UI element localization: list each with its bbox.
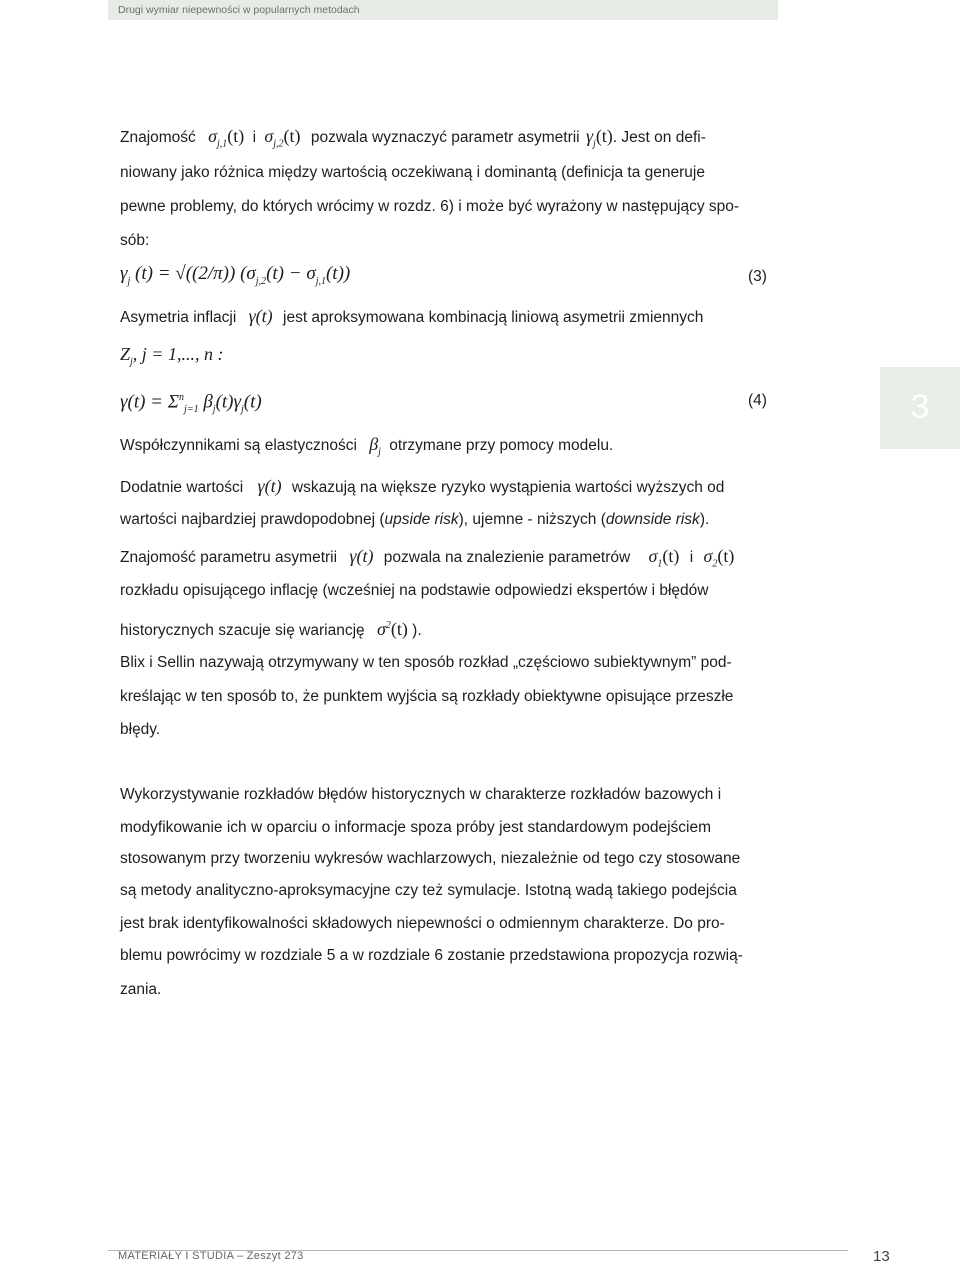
paragraph-line: jest brak identyfikowalności składowych niepewności o odmiennym charakterze. Do pro- bbox=[120, 915, 725, 932]
paragraph-line: sób: bbox=[120, 232, 150, 249]
paragraph-line: Asymetria inflacji γ(t) jest aproksymowana kombinacją liniową asymetrii zmiennych bbox=[120, 306, 704, 326]
running-header bbox=[108, 0, 778, 20]
paragraph-line: Blix i Sellin nazywają otrzymywany w ten sposób rozkład „częściowo subiektywnym” pod- bbox=[120, 654, 732, 671]
paragraph-line: wartości najbardziej prawdopodobnej (upside risk), ujemne - niższych (downside risk). bbox=[120, 511, 710, 528]
paragraph-line: rozkładu opisującego inflację (wcześniej na podstawie odpowiedzi ekspertów i błędów bbox=[120, 582, 709, 599]
paragraph-line: błędy. bbox=[120, 721, 161, 738]
equation-4: $\gamma(t) = \Sigma^n_{j=1}$ $\beta_j(t)\gamma_j(t)$ bbox=[120, 391, 262, 416]
paragraph-line: blemu powrócimy w rozdziale 5 a w rozdziale 6 zostanie przedstawiona propozycja rozwią- bbox=[120, 947, 743, 964]
running-title: Drugi wymiar niepewności w popularnych metodach bbox=[118, 4, 360, 16]
paragraph-line: pewne problemy, do których wrócimy w rozdz. 6) i może być wyrażony w następujący spo- bbox=[120, 198, 740, 215]
equation-number: (3) bbox=[748, 268, 767, 285]
chapter-tab bbox=[880, 367, 960, 449]
paragraph-line: niowany jako różnica między wartością oczekiwaną i dominantą (definicja ta generuje bbox=[120, 164, 705, 181]
page-number: 13 bbox=[873, 1248, 890, 1265]
paragraph-line: Wykorzystywanie rozkładów błędów historycznych w charakterze rozkładów bazowych i bbox=[120, 786, 722, 803]
paragraph-line: Znajomość $\sigma_{j,1}(t)$ i $\sigma_{j,2}(t)$ pozwala wyznaczyć parametr asymetrii $\gamma_j(t)$. Jest on defi- bbox=[120, 126, 706, 150]
paragraph-line: kreślając w ten sposób to, że punktem wyjścia są rozkłady obiektywne opisujące przeszłe bbox=[120, 688, 734, 705]
paragraph-line: są metody analityczno-aproksymacyjne czy też symulacje. Istotną wadą takiego podejścia bbox=[120, 882, 737, 899]
equation-3: $\gamma_j$ (t) = √((2/π)) $(\sigma_{j,2}(t) - \sigma_{j,1}(t))$ bbox=[120, 263, 351, 287]
paragraph-line: Dodatnie wartości γ(t) wskazują na większe ryzyko wystąpienia wartości wyższych od bbox=[120, 476, 725, 496]
chapter-number: 3 bbox=[910, 388, 930, 426]
paragraph-line: zania. bbox=[120, 981, 162, 998]
equation-number: (4) bbox=[748, 392, 767, 409]
footer-series: MATERIAŁY I STUDIA – Zeszyt 273 bbox=[118, 1250, 304, 1262]
paragraph-line: modyfikowanie ich w oparciu o informacje spoza próby jest standardowym podejściem bbox=[120, 819, 711, 836]
variable-list: $Z_j$, j = 1,..., n : bbox=[120, 344, 224, 368]
paragraph-line: stosowanym przy tworzeniu wykresów wachlarzowych, niezależnie od tego czy stosowane bbox=[120, 850, 741, 867]
paragraph-line: historycznych szacuje się wariancję $\sigma^2(t)$ ). bbox=[120, 619, 422, 639]
paragraph-line: Współczynnikami są elastyczności $\beta_j$ otrzymane przy pomocy modelu. bbox=[120, 434, 614, 458]
paragraph-line: Znajomość parametru asymetrii γ(t) pozwala na znalezienie parametrów $\sigma_1(t)$ i $\sigma_2(t)$ bbox=[120, 546, 735, 570]
